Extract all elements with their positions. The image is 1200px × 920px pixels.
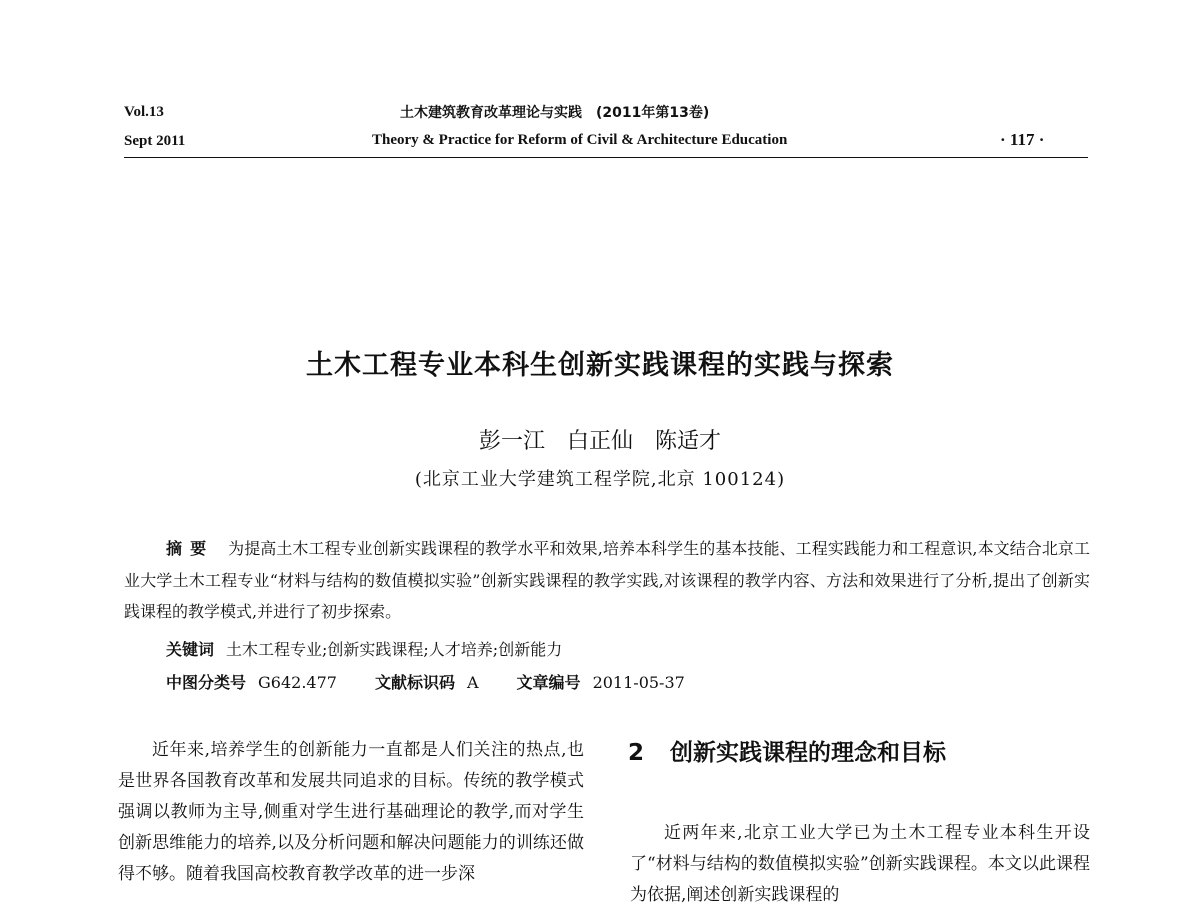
clc-label: 中图分类号 (166, 673, 247, 692)
body-right-column (630, 818, 1090, 911)
article-no-value: 2011-05-37 (592, 673, 685, 692)
article-title: 土木工程专业本科生创新实践课程的实践与探索 (306, 350, 894, 381)
keywords (166, 637, 562, 660)
journal-title-cn: 土木建筑教育改革理论与实践 (2011年第13卷) (400, 105, 710, 121)
article-no-label: 文章编号 (516, 673, 581, 692)
doc-code-label: 文献标识码 (374, 673, 455, 692)
body-paragraph-right: 近两年来,北京工业大学已为土木工程专业本科生开设了“材料与结构的数值模拟实验”创新实践课程。本文以此课程为依据,阐述创新实践课程的 (630, 823, 1090, 905)
keywords-text: 土木工程专业;创新实践课程;人才培养;创新能力 (226, 640, 563, 659)
abstract-label: 摘要 (166, 539, 215, 558)
header-rule (124, 157, 1088, 158)
classification-line (166, 670, 685, 693)
page-number: · 117 · (1000, 130, 1045, 149)
section-number: 2 (628, 740, 645, 766)
volume-label: Vol.13 (124, 104, 164, 120)
authors: 彭一江 白正仙 陈适才 (478, 429, 721, 454)
section-heading (628, 734, 946, 767)
body-paragraph-left: 近年来,培养学生的创新能力一直都是人们关注的热点,也是世界各国教育改革和发展共同追求的目标。传统的教学模式强调以教师为主导,侧重对学生进行基础理论的教学,而对学生创新思维能力的培养,以及分析问题和解决问题能力的训练还做得不够。随着我国高校教育教学改革的进一步深 (118, 740, 584, 884)
keywords-label: 关键词 (166, 640, 215, 659)
clc-value: G642.477 (258, 673, 337, 692)
journal-title-en: Theory & Practice for Reform of Civil & Architecture Education (372, 132, 788, 148)
abstract-text: 为提高土木工程专业创新实践课程的教学水平和效果,培养本科学生的基本技能、工程实践能力和工程意识,本文结合北京工业大学土木工程专业“材料与结构的数值模拟实验”创新实践课程的教学实践,对该课程的教学内容、方法和效果进行了分析,提出了创新实践课程的教学模式,并进行了初步探索。 (124, 539, 1090, 621)
issue-date: Sept 2011 (124, 133, 186, 149)
section-title: 创新实践课程的理念和目标 (670, 740, 947, 766)
affiliation: (北京工业大学建筑工程学院,北京 100124) (414, 469, 786, 490)
body-left-column (118, 735, 584, 890)
abstract (124, 533, 1090, 628)
doc-code-value: A (466, 673, 479, 692)
